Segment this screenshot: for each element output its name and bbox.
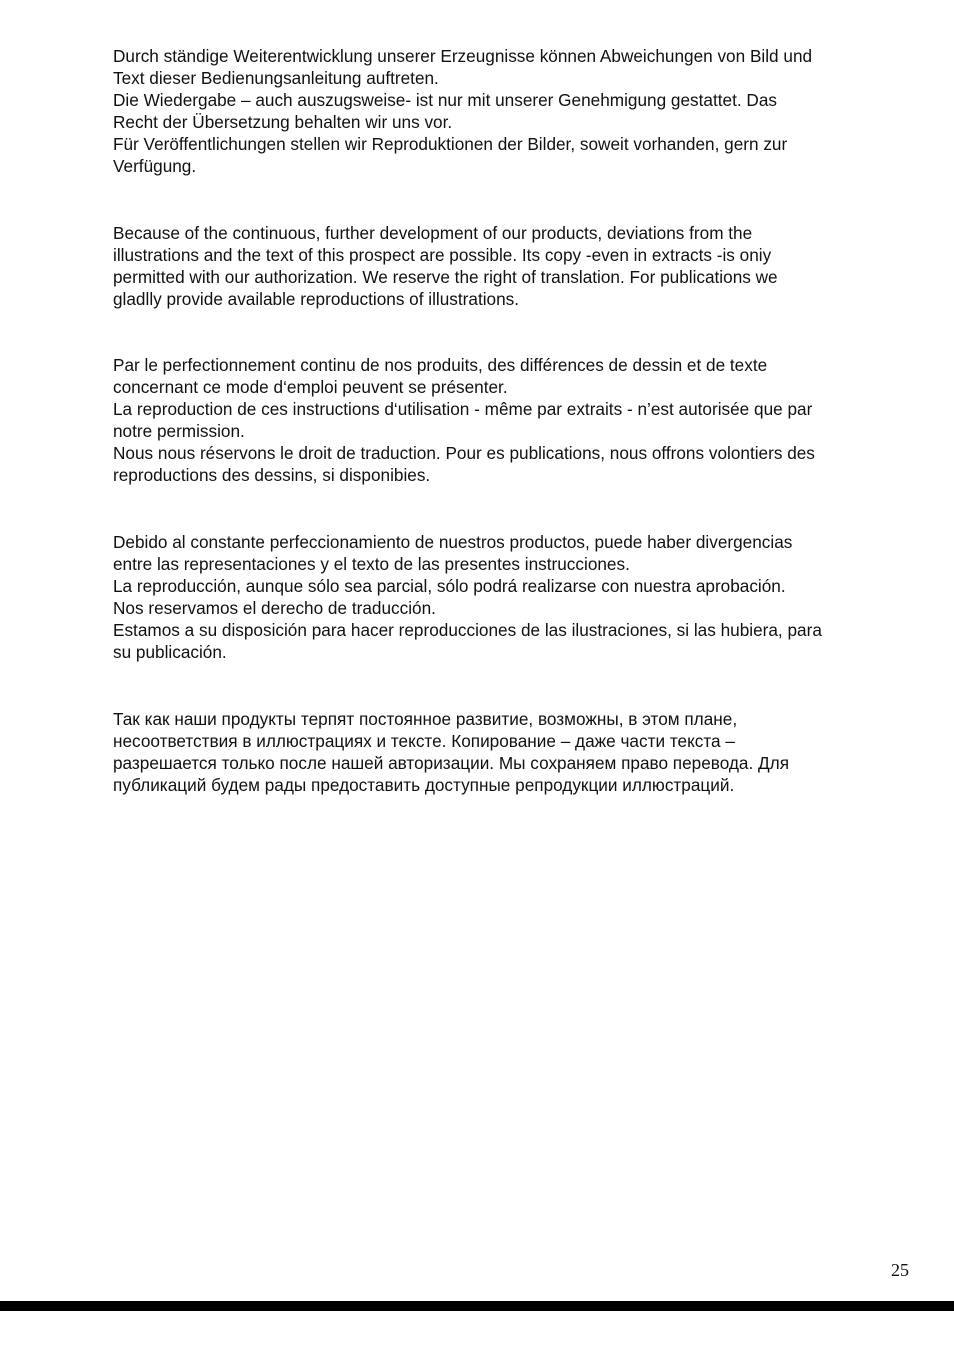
text-line: Recht der Übersetzung behalten wir uns vor. bbox=[113, 112, 453, 133]
text-line: reproductions des dessins, si disponibies. bbox=[113, 465, 431, 486]
text-line: Nous nous réservons le droit de traduction. Pour es publications, nous offrons volontiers des bbox=[113, 443, 815, 464]
notice-russian bbox=[113, 708, 789, 796]
text-line: Because of the continuous, further development of our products, deviations from the bbox=[113, 223, 753, 243]
page-number: 25 bbox=[891, 1260, 909, 1280]
text-line: permitted with our authorization. We reserve the right of translation. For publications we bbox=[113, 267, 778, 288]
text-line: Nos reservamos el derecho de traducción. bbox=[113, 598, 436, 619]
text-line: Durch ständige Weiterentwicklung unserer Erzeugnisse können Abweichungen von Bild und bbox=[113, 46, 813, 66]
text-line: несоответствия в иллюстрациях и тексте. Копирование – даже части текста – bbox=[113, 731, 735, 752]
text-line: Так как наши продукты терпят постоянное развитие, возможны, в этом плане, bbox=[113, 709, 738, 729]
text-line: Debido al constante perfeccionamiento de nuestros productos, puede haber divergencias bbox=[113, 532, 793, 552]
text-line: notre permission. bbox=[113, 421, 245, 442]
notice-spanish bbox=[113, 531, 822, 664]
text-line: Par le perfectionnement continu de nos produits, des différences de dessin et de texte bbox=[113, 355, 768, 375]
text-line: su publicación. bbox=[113, 642, 227, 663]
text-line: La reproducción, aunque sólo sea parcial, sólo podrá realizarse con nuestra aprobación. bbox=[113, 576, 786, 597]
notice-english bbox=[113, 222, 778, 310]
text-line: Verfügung. bbox=[113, 156, 197, 177]
text-line: entre las representaciones y el texto de las presentes instrucciones. bbox=[113, 554, 630, 575]
text-line: разрешается только после нашей авторизации. Мы сохраняем право перевода. Для bbox=[113, 753, 790, 774]
text-line: Für Veröffentlichungen stellen wir Reproduktionen der Bilder, soweit vorhanden, gern zur bbox=[113, 134, 788, 155]
footer-rule bbox=[0, 1301, 954, 1311]
text-line: публикаций будем рады предоставить доступные репродукции иллюстраций. bbox=[113, 775, 735, 796]
text-line: concernant ce mode d‘emploi peuvent se présenter. bbox=[113, 377, 508, 398]
notice-german bbox=[113, 45, 812, 178]
notice-french bbox=[113, 354, 815, 487]
text-line: Die Wiedergabe – auch auszugsweise- ist nur mit unserer Genehmigung gestattet. Das bbox=[113, 90, 777, 111]
text-line: Estamos a su disposición para hacer reproducciones de las ilustraciones, si las hubiera, para bbox=[113, 620, 822, 641]
text-line: La reproduction de ces instructions d‘utilisation - même par extraits - n’est autorisée que par bbox=[113, 399, 813, 420]
text-line: Text dieser Bedienungsanleitung auftreten. bbox=[113, 68, 439, 89]
text-line: gladlly provide available reproductions of illustrations. bbox=[113, 289, 520, 310]
text-line: illustrations and the text of this prospect are possible. Its copy -even in extracts -is oniy bbox=[113, 245, 772, 266]
